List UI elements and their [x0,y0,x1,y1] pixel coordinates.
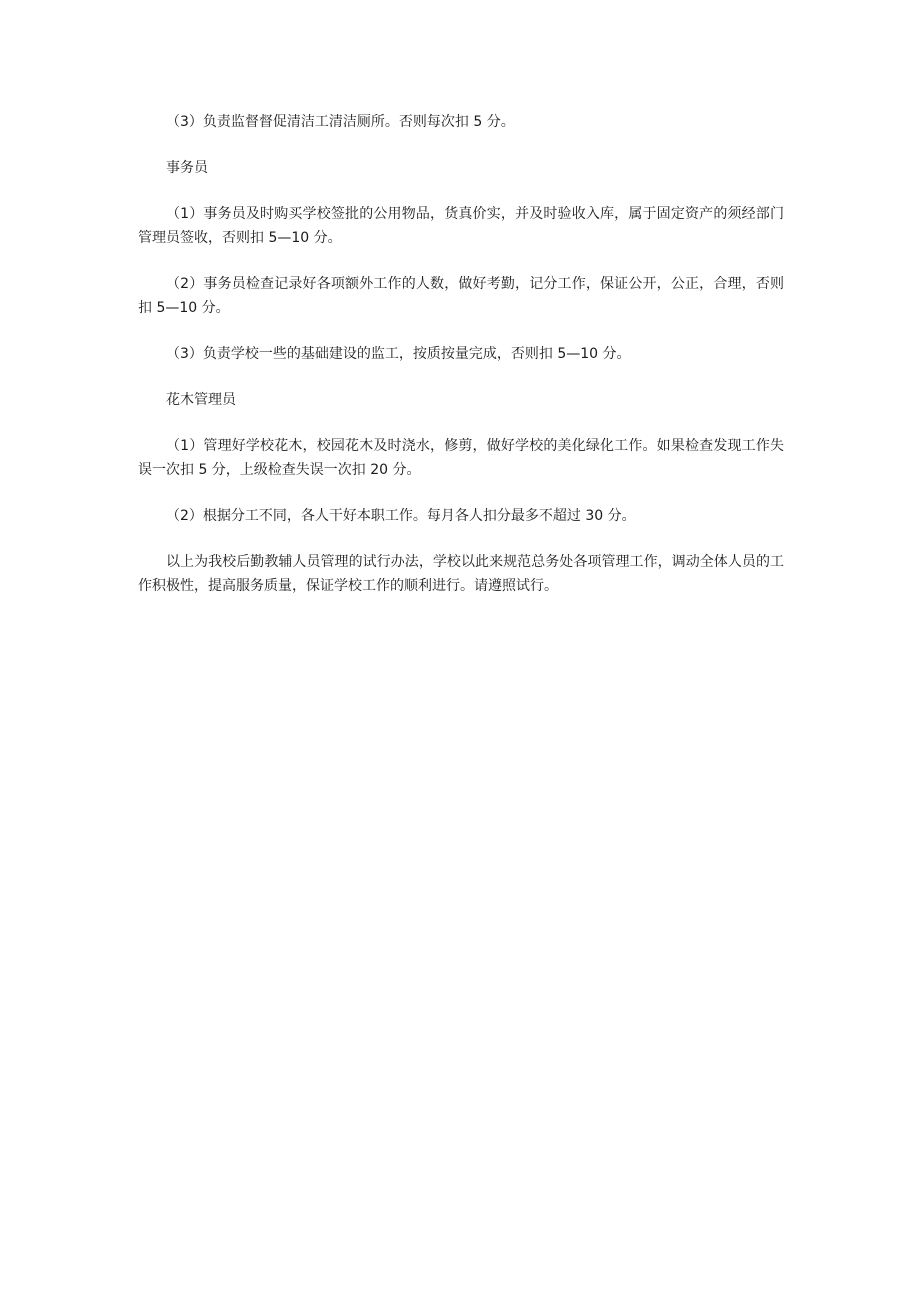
section-heading-gardener: 花木管理员 [166,392,236,408]
closing-paragraph: 以上为我校后勤教辅人员管理的试行办法，学校以此来规范总务处各项管理工作，调动全体人员的工作积极性，提高服务质量，保证学校工作的顺利进行。请遵照试行。 [138,554,784,594]
clause-gardener-care: （1）管理好学校花木，校园花木及时浇水，修剪，做好学校的美化绿化工作。如果检查发现工作失误一次扣 5 分，上级检查失误一次扣 20 分。 [138,438,784,478]
clause-clerk-attendance: （2）事务员检查记录好各项额外工作的人数，做好考勤，记分工作，保证公开，公正，合理，否则扣 5—10 分。 [138,276,784,316]
clause-clerk-purchasing: （1）事务员及时购买学校签批的公用物品，货真价实，并及时验收入库，属于固定资产的须经部门管理员签收，否则扣 5—10 分。 [138,206,784,246]
document-body [138,110,784,620]
clause-gardener-deduction-cap: （2）根据分工不同，各人干好本职工作。每月各人扣分最多不超过 30 分。 [166,508,636,524]
clause-cleaning-supervision: （3）负责监督督促清洁工清洁厕所。否则每次扣 5 分。 [166,114,515,130]
clause-clerk-construction: （3）负责学校一些的基础建设的监工，按质按量完成，否则扣 5—10 分。 [166,346,631,362]
section-heading-clerk: 事务员 [166,160,208,176]
